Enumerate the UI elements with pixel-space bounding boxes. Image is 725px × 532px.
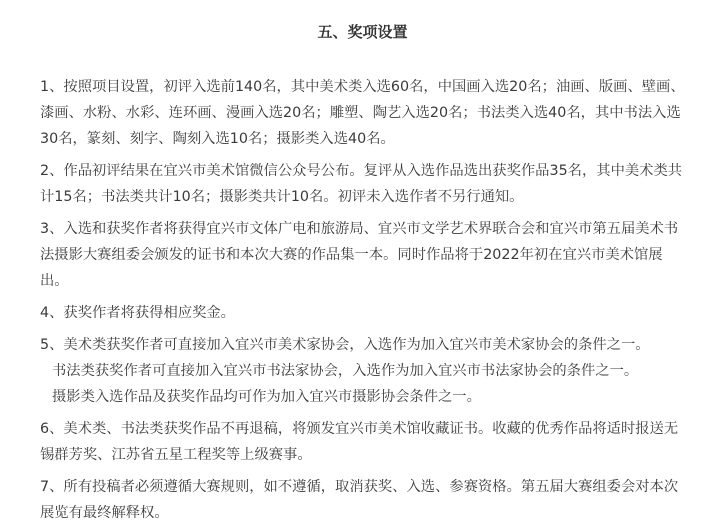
paragraph-line: 漆画、水粉、水彩、连环画、漫画入选20名；雕塑、陶艺入选20名；书法类入选40名，其中书法入选 <box>40 105 681 121</box>
paragraph-line: 法摄影大赛组委会颁发的证书和本次大赛的作品集一本。同时作品将于2022年初在宜兴市美术馆展 <box>40 247 663 263</box>
paragraph-line: 4、获奖作者将获得相应奖金。 <box>40 305 235 321</box>
paragraph-line: 3、入选和获奖作者将获得宜兴市文体广电和旅游局、宜兴市文学艺术界联合会和宜兴市第五届美术书 <box>40 221 679 237</box>
paragraph-line: 6、美术类、书法类获奖作品不再退稿，将颁发宜兴市美术馆收藏证书。收藏的优秀作品将适时报送无 <box>40 421 679 437</box>
paragraph-line: 30名，篆刻、刻字、陶刻入选10名；摄影类入选40名。 <box>40 131 395 147</box>
section-title: 五、奖项设置 <box>317 23 408 41</box>
paragraph-line: 2、作品初评结果在宜兴市美术馆微信公众号公布。复评从入选作品选出获奖作品35名，其中美术类共 <box>40 163 683 179</box>
paragraph-line: 7、所有投稿者必须遵循大赛规则，如不遵循，取消获奖、入选、参赛资格。第五届大赛组委会对本次 <box>40 479 679 495</box>
paragraph-line: 摄影类入选作品及获奖作品均可作为加入宜兴市摄影协会条件之一。 <box>52 389 481 405</box>
paragraph-line: 锡群芳奖、江苏省五星工程奖等上级赛事。 <box>40 447 312 463</box>
paragraph-line: 计15名；书法类共计10名；摄影类共计10名。初评未入选作者不另行通知。 <box>40 189 524 205</box>
paragraph-line: 书法类获奖作者可直接加入宜兴市书法家协会，入选作为加入宜兴市书法家协会的条件之一。 <box>52 363 639 379</box>
paragraph-line: 展览有最终解释权。 <box>40 505 169 521</box>
paragraph-line: 1、按照项目设置，初评入选前140名，其中美术类入选60名，中国画入选20名；油画、版画、壁画、 <box>40 79 685 95</box>
paragraph-line: 5、美术类获奖作者可直接加入宜兴市美术家协会，入选作为加入宜兴市美术家协会的条件之一。 <box>40 337 650 353</box>
paragraph-line: 出。 <box>40 273 69 289</box>
